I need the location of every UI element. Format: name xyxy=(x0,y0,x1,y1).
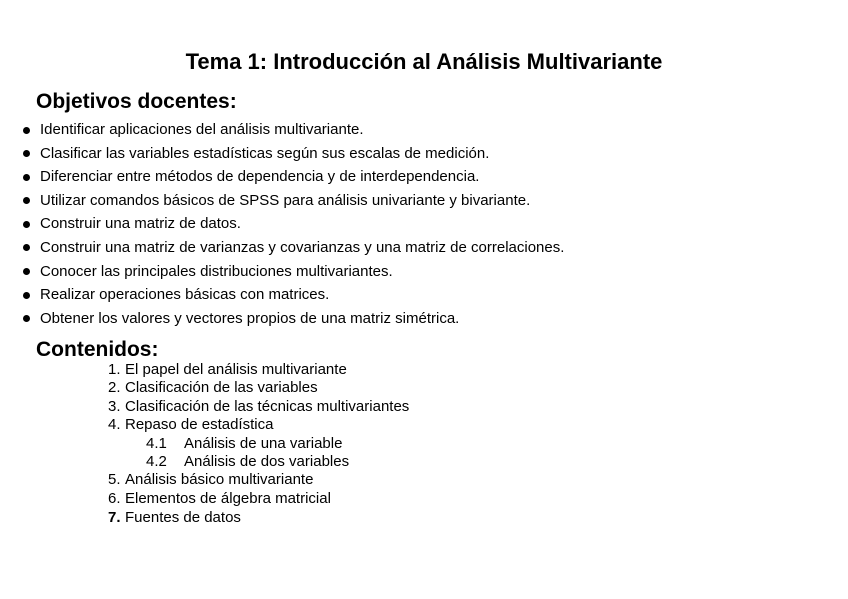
contents-subitem xyxy=(0,453,848,471)
objective-item xyxy=(0,165,848,189)
contents-item-number: 1. xyxy=(108,361,121,378)
contents-item xyxy=(0,398,848,416)
contents-item-text: Análisis básico multivariante xyxy=(125,471,314,489)
objective-item xyxy=(0,307,848,331)
contents-item-text: Análisis de dos variables xyxy=(184,452,350,470)
contents-item xyxy=(0,379,848,397)
contents-list xyxy=(0,361,848,528)
objective-item xyxy=(0,260,848,284)
objective-text: Identificar aplicaciones del análisis multivariante. xyxy=(40,121,364,138)
bullet-icon xyxy=(23,127,30,134)
contents-item-text: Clasificación de las variables xyxy=(125,379,318,397)
contents-item-number: 6. xyxy=(108,489,121,507)
bullet-icon xyxy=(23,150,30,157)
contents-item xyxy=(0,508,848,528)
bullet-icon xyxy=(23,268,30,275)
bullet-icon xyxy=(23,315,30,322)
contents-subitem xyxy=(0,435,848,453)
contents-item-text: Clasificación de las técnicas multivariantes xyxy=(125,397,410,415)
objective-item xyxy=(0,189,848,213)
bullet-icon xyxy=(23,197,30,204)
objectives-heading: Objetivos docentes: xyxy=(36,90,237,113)
contents-heading: Contenidos: xyxy=(36,338,159,361)
objective-text: Diferenciar entre métodos de dependencia y de interdependencia. xyxy=(40,168,480,186)
objective-item xyxy=(0,212,848,236)
objective-text: Clasificar las variables estadísticas según sus escalas de medición. xyxy=(40,144,490,162)
objective-text: Realizar operaciones básicas con matrices. xyxy=(40,286,330,304)
contents-item-text: El papel del análisis multivariante xyxy=(125,361,347,378)
contents-item xyxy=(0,471,848,489)
contents-item-number: 3. xyxy=(108,397,121,415)
contents-item-number: 5. xyxy=(108,471,121,489)
contents-item-text: Análisis de una variable xyxy=(184,434,343,452)
objective-item xyxy=(0,142,848,166)
objective-item xyxy=(0,118,848,142)
bullet-icon xyxy=(23,174,30,181)
contents-item-number: 4.2 xyxy=(146,452,167,470)
objective-text: Conocer las principales distribuciones multivariantes. xyxy=(40,262,393,280)
objective-item xyxy=(0,236,848,260)
contents-item-number: 4.1 xyxy=(146,434,167,452)
contents-item-text: Fuentes de datos xyxy=(125,509,241,527)
contents-item xyxy=(0,361,848,379)
contents-item xyxy=(0,416,848,434)
contents-item-text: Repaso de estadística xyxy=(125,416,274,434)
bullet-icon xyxy=(23,221,30,228)
bullet-icon xyxy=(23,244,30,251)
contents-item-number: 4. xyxy=(108,416,121,434)
objective-item xyxy=(0,283,848,307)
objective-text: Construir una matriz de datos. xyxy=(40,215,241,233)
objective-text: Construir una matriz de varianzas y covarianzas y una matriz de correlaciones. xyxy=(40,238,565,256)
contents-item-number: 2. xyxy=(108,379,121,397)
contents-item-number: 7. xyxy=(108,509,121,527)
bullet-icon xyxy=(23,292,30,299)
objective-text: Utilizar comandos básicos de SPSS para análisis univariante y bivariante. xyxy=(40,191,531,209)
contents-item xyxy=(0,490,848,508)
page-title: Tema 1: Introducción al Análisis Multivariante xyxy=(185,49,663,74)
objective-text: Obtener los valores y vectores propios de una matriz simétrica. xyxy=(40,309,460,327)
contents-item-text: Elementos de álgebra matricial xyxy=(125,489,331,507)
objectives-list xyxy=(0,118,848,330)
